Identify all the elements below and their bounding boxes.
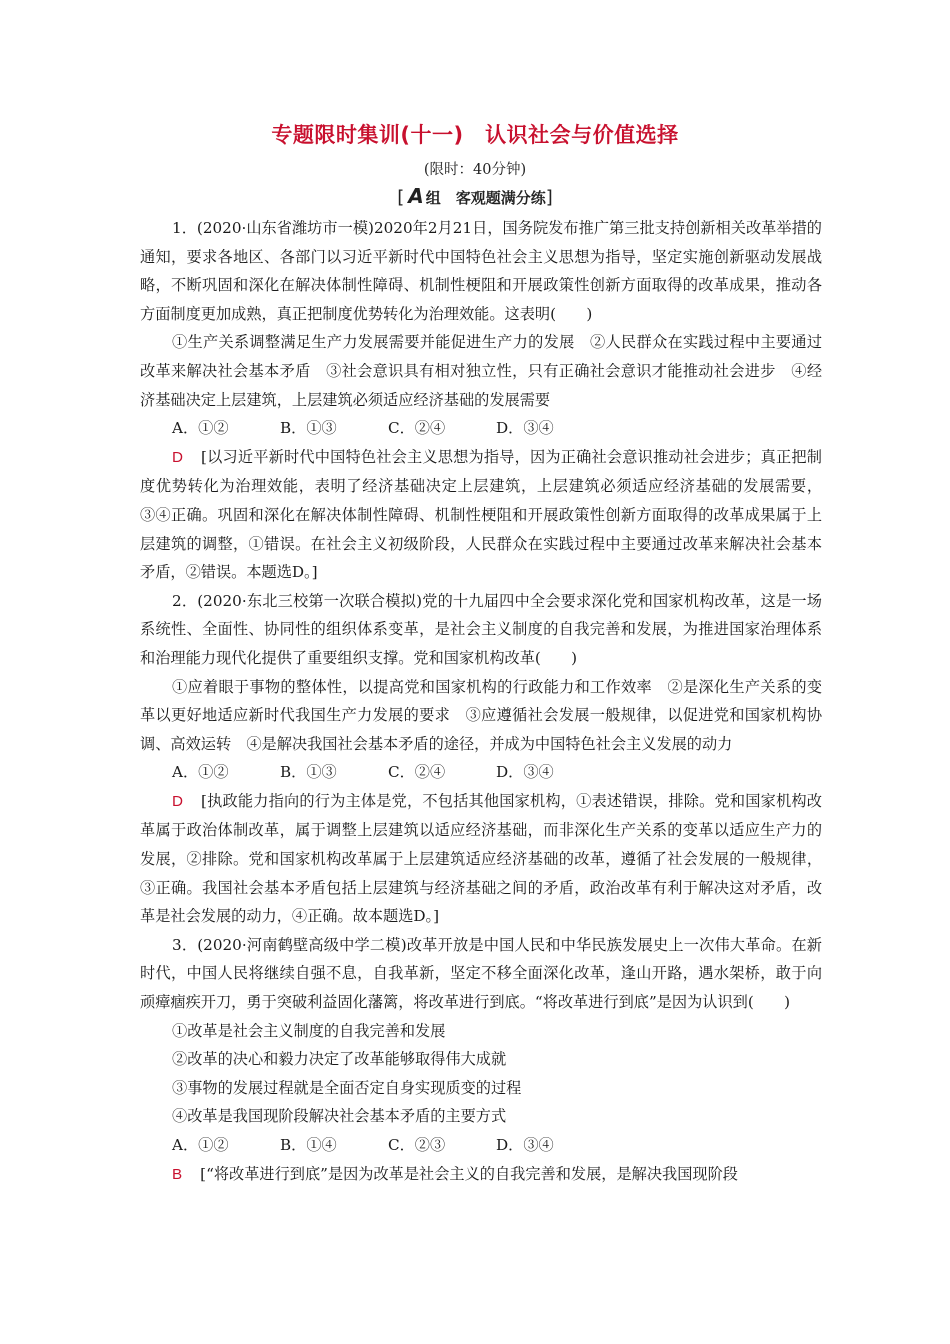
- option-c: C．②④: [388, 419, 446, 438]
- answer-letter: D: [172, 448, 183, 466]
- answer-explanation: [140, 443, 822, 587]
- answer-letter: D: [172, 792, 183, 810]
- explanation-text: [“将改革进行到底”是因为改革是社会主义的自我完善和发展，是解决我国现阶段: [200, 1164, 738, 1183]
- option-d: D．③④: [496, 763, 554, 782]
- explanation-text: [执政能力指向的行为主体是党，不包括其他国家机构，①表述错误，排除。党和国家机构改革属于政治体制改革，属于调整上层建筑以适应经济基础，而非深化生产关系的变革以适应生产力的发展，②排除。党和国家机构改革属于上层建筑适应经济基础的改革，遵循了社会发展的一般规律，③正确。我国社会基本矛盾包括上层建筑与经济基础之间的矛盾，政治改革有利于解决这对矛盾，改革是社会发展的动力，④正确。故本题选D。]: [140, 791, 822, 926]
- question-statements: ①应着眼于事物的整体性，以提高党和国家机构的行政能力和工作效率 ②是深化生产关系的变革以更好地适应新时代我国生产力发展的要求 ③应遵循社会发展一般规律，以促进党和国家机构协调、高效运转 ④是解决我国社会基本矛盾的途径，并成为中国特色社会主义发展的动力: [140, 677, 822, 753]
- question-stem: 3．(2020·河南鹤壁高级中学二模)改革开放是中国人民和中华民族发展史上一次伟大革命。在新时代，中国人民将继续自强不息，自我革新，坚定不移全面深化改革，逢山开路，遇水架桥，敢于向顽瘴痼疾开刀，勇于突破利益固化藩篱，将改革进行到底。“将改革进行到底”是因为认识到( ): [140, 935, 822, 1012]
- option-a: A．①②: [172, 1136, 229, 1154]
- option-b: B．①③: [280, 419, 337, 438]
- option-b: B．①④: [280, 1136, 337, 1154]
- statement-item: ①改革是社会主义制度的自我完善和发展: [172, 1021, 446, 1040]
- section-header: [ A 组 客观题满分练]: [397, 184, 553, 208]
- section-label: 组 客观题满分练: [425, 189, 546, 207]
- option-c: C．②④: [388, 763, 446, 782]
- explanation-text: [以习近平新时代中国特色社会主义思想为指导，因为正确社会意识推动社会进步；真正把制度优势转化为治理效能，表明了经济基础决定上层建筑，上层建筑必须适应经济基础的发展需要，③④正确。巩固和深化在解决体制性障碍、机制性梗阻和开展政策性创新方面取得的改革成果属于上层建筑的调整，①错误。在社会主义初级阶段，人民群众在实践过程中主要通过改革来解决社会基本矛盾，②错误。本题选D。]: [140, 447, 822, 582]
- question-stem: 1．(2020·山东省潍坊市一模)2020年2月21日，国务院发布推广第三批支持创新相关改革举措的通知，要求各地区、各部门以习近平新时代中国特色社会主义思想为指导，坚定实施创新驱动发展战略，不断巩固和深化在解决体制性障碍、机制性梗阻和开展政策性创新方面取得的改革成果，推动各方面制度更加成熟，真正把制度优势转化为治理效能。这表明( ): [140, 219, 822, 323]
- option-a: A．①②: [172, 763, 229, 782]
- answer-explanation: [140, 1160, 822, 1190]
- option-b: B．①③: [280, 763, 337, 782]
- question-options: [140, 414, 822, 443]
- option-c: C．②③: [388, 1136, 446, 1154]
- statement-item: ③事物的发展过程就是全面否定自身实现质变的过程: [172, 1078, 522, 1097]
- answer-explanation: [140, 787, 822, 931]
- time-limit: (限时：40分钟): [423, 162, 527, 178]
- option-d: D．③④: [496, 419, 554, 438]
- page-title: 专题限时集训(十一) 认识社会与价值选择: [271, 123, 679, 147]
- question-statements: ①生产关系调整满足生产力发展需要并能促进生产力的发展 ②人民群众在实践过程中主要通过改革来解决社会基本矛盾 ③社会意识具有相对独立性，只有正确社会意识才能推动社会进步 ④经济基础决定上层建筑，上层建筑必须适应经济基础的发展需要: [140, 333, 822, 409]
- question-stem: 2．(2020·东北三校第一次联合模拟)党的十九届四中全会要求深化党和国家机构改革，这是一场系统性、全面性、协同性的组织体系变革，是社会主义制度的自我完善和发展，为推进国家治理体系和治理能力现代化提供了重要组织支撑。党和国家机构改革( ): [140, 591, 822, 667]
- option-a: A．①②: [172, 419, 229, 438]
- option-d: D．③④: [496, 1136, 554, 1154]
- section-badge: A: [408, 184, 424, 208]
- statement-item: ④改革是我国现阶段解决社会基本矛盾的主要方式: [172, 1107, 507, 1126]
- question-list: [140, 214, 822, 1189]
- question-options: [140, 758, 822, 787]
- question-options: [140, 1131, 822, 1160]
- statement-item: ②改革的决心和毅力决定了改革能够取得伟大成就: [172, 1050, 507, 1069]
- answer-letter: B: [172, 1165, 183, 1183]
